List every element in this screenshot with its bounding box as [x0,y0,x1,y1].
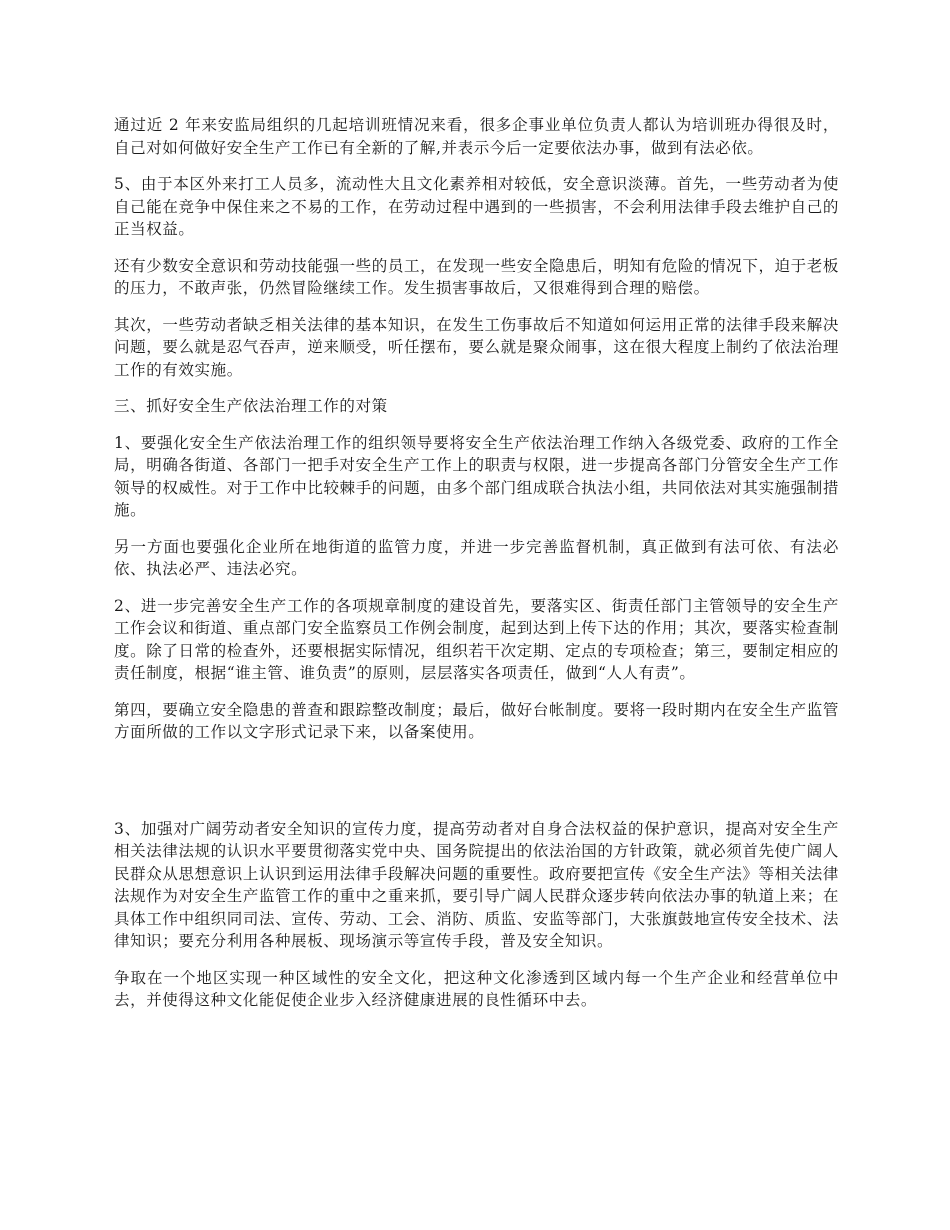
page-gap [114,758,839,818]
paragraph-legal-knowledge: 其次，一些劳动者缺乏相关法律的基本知识，在发生工伤事故后不知道如何运用正常的法律手段来解决问题，要么就是忍气吞声，逆来顺受，听任摆布，要么就是聚众闹事，这在很大程度上制约了依法治理工作的有效实施。 [114,315,839,379]
section-heading-countermeasures: 三、抓好安全生产依法治理工作的对策 [114,397,388,415]
document-page [114,114,839,1026]
paragraph-publicity: 3、加强对广阔劳动者安全知识的宣传力度，提高劳动者对自身合法权益的保护意识，提高对安全生产相关法律法规的认识水平要贯彻落实党中央、国务院提出的依法治国的方针政策，就必须首先使广阔人民群众从思想意识上认识到运用法律手段解决问题的重要性。政府要把宣传《安全生产法》等相关法律法规作为对安全生产监管工作的重中之重来抓，要引导广阔人民群众逐步转向依法办事的轨道上来；在具体工作中组织同司法、宣传、劳动、工会、消防、质监、安监等部门，大张旗鼓地宣传安全技术、法律知识；要充分利用各种展板、现场演示等宣传手段，普及安全知识。 [114,819,839,950]
paragraph-regulations: 2、进一步完善安全生产工作的各项规章制度的建设首先，要落实区、街责任部门主管领导的安全生产工作会议和街道、重点部门安全监察员工作例会制度，起到达到上传下达的作用；其次，要落实检查制度。除了日常的检查外，还要根据实际情况，组织若干次定期、定点的专项检查；第三，要制定相应的责任制度，根据“谁主管、谁负责”的原则，层层落实各项责任，做到“人人有责”。 [114,596,839,682]
paragraph-leadership: 1、要强化安全生产依法治理工作的组织领导要将安全生产依法治理工作纳入各级党委、政府的工作全局，明确各街道、各部门一把手对安全生产工作上的职责与权限，进一步提高各部门分管安全生产工作领导的权威性。对于工作中比较棘手的问题，由多个部门组成联合执法小组，共同依法对其实施强制措施。 [114,433,839,519]
paragraph-safety-culture: 争取在一个地区实现一种区域性的安全文化，把这种文化渗透到区域内每一个生产企业和经营单位中去，并使得这种文化能促使企业步入经济健康进展的良性循环中去。 [114,968,839,1009]
paragraph-hazard-tracking: 第四，要确立安全隐患的普查和跟踪整改制度；最后，做好台帐制度。要将一段时期内在安全生产监管方面所做的工作以文字形式记录下来，以备案使用。 [114,700,839,741]
paragraph-skilled-workers: 还有少数安全意识和劳动技能强一些的员工，在发现一些安全隐患后，明知有危险的情况下，迫于老板的压力，不敢声张，仍然冒险继续工作。发生损害事故后，又很难得到合理的赔偿。 [114,256,839,297]
paragraph-training-feedback: 通过近 2 年来安监局组织的几起培训班情况来看，很多企事业单位负责人都认为培训班办得很及时，自己对如何做好安全生产工作已有全新的了解,并表示今后一定要依法办事，做到有法必依。 [114,116,839,157]
paragraph-migrant-workers: 5、由于本区外来打工人员多，流动性大且文化素养相对较低，安全意识淡薄。首先，一些劳动者为使自己能在竞争中保住来之不易的工作，在劳动过程中遇到的一些损害，不会利用法律手段去维护自己的正当权益。 [114,175,839,238]
paragraph-supervision: 另一方面也要强化企业所在地街道的监管力度，并进一步完善监督机制，真正做到有法可依、有法必依、执法必严、违法必究。 [114,537,839,578]
